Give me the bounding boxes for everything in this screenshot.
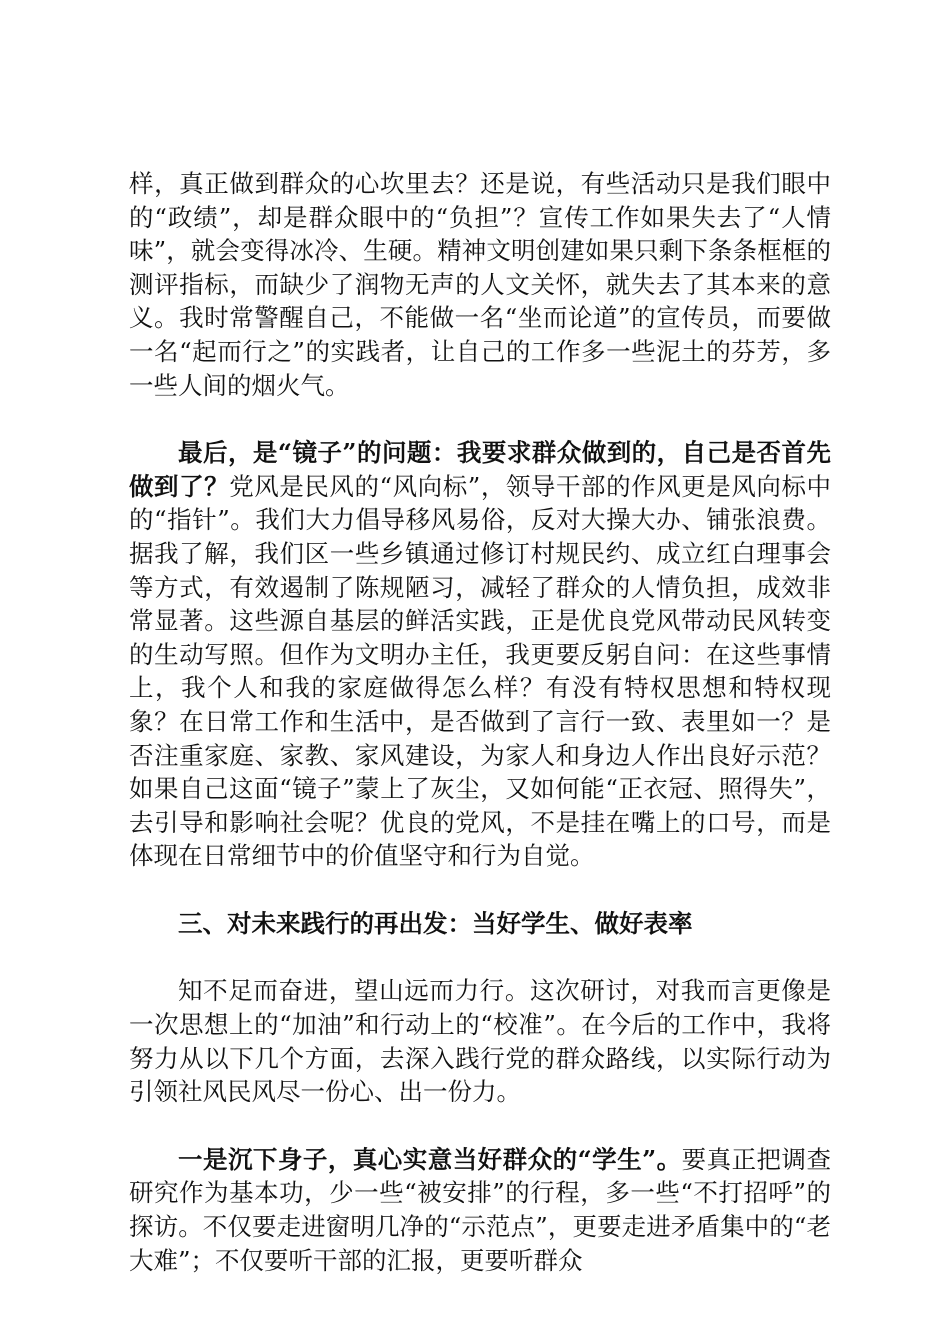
section-heading: 三、对未来践行的再出发：当好学生、做好表率 xyxy=(178,908,693,938)
paragraph-text: 党风是民风的“风向标”，领导干部的作风更是风向标中的“指针”。我们大力倡导移风易俗，反对大操大办、铺张浪费。据我了解，我们区一些乡镇通过修订村规民约、成立红白理事会等方式，有效遏制了陈规陋习，减轻了群众的人情负担，成效非常显著。这些源自基层的鲜活实践，正是优良党风带动民风转变的生动写照。但作为文明办主任，我更要反躬自问：在这些事情上，我个人和我的家庭做得怎么样？有没有特权思想和特权现象？在日常工作和生活中，是否做到了言行一致、表里如一？是否注重家庭、家教、家风建设，为家人和身边人作出良好示范？如果自己这面“镜子”蒙上了灰尘，又如何能“正衣冠、照得失”，去引导和影响社会呢？优良的党风，不是挂在嘴上的口号，而是体现在日常细节中的价值坚守和行为自觉。 xyxy=(129,471,831,871)
paragraph-lead-bold: 一是沉下身子，真心实意当好群众的“学生”。 xyxy=(178,1144,682,1174)
paragraph-intro xyxy=(129,974,831,1108)
paragraph-text: 要真正把调查研究作为基本功，少一些“被安排”的行程，多一些“不打招呼”的探访。不仅要走进窗明几净的“示范点”，更要走进矛盾集中的“老大难”；不仅要听干部的汇报，更要听群众 xyxy=(129,1144,832,1275)
document-body xyxy=(129,167,831,1311)
paragraph-text: 样，真正做到群众的心坎里去？还是说，有些活动只是我们眼中的“政绩”，却是群众眼中的“负担”？宣传工作如果失去了“人情味”，就会变得冰冷、生硬。精神文明创建如果只剩下条条框框的测评指标，而缺少了润物无声的人文关怀，就失去了其本来的意义。我时常警醒自己，不能做一名“坐而论道”的宣传员，而要做一名“起而行之”的实践者，让自己的工作多一些泥土的芬芳，多一些人间的烟火气。 xyxy=(129,169,831,400)
paragraph-lead-bold: 最后，是“镜子”的问题：我要求群众做到的，自己是否首先做到了？ xyxy=(129,438,831,501)
paragraph-point-one xyxy=(129,1143,831,1277)
paragraph-mirror-issue xyxy=(129,436,831,873)
paragraph-text: 知不足而奋进，望山远而力行。这次研讨，对我而言更像是一次思想上的“加油”和行动上的“校准”。在今后的工作中，我将努力从以下几个方面，去深入践行党的群众路线，以实际行动为引领社风民风尽一份心、出一份力。 xyxy=(129,976,831,1107)
paragraph-continuation xyxy=(129,167,831,402)
